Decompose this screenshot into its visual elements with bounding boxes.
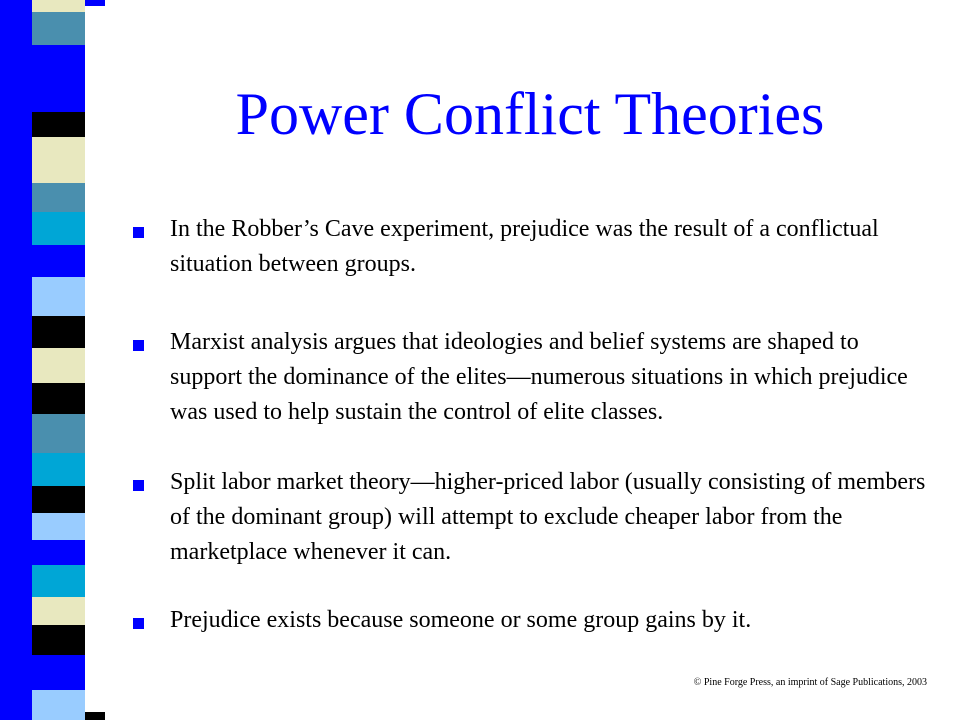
stripe-segment [32, 690, 85, 720]
copyright-footer: © Pine Forge Press, an imprint of Sage Publications, 2003 [693, 677, 927, 688]
stripe-segment [32, 45, 85, 112]
stripe-segment [32, 112, 85, 137]
bullet-text: Marxist analysis argues that ideologies and belief systems are shaped to support the dominance of the elites—numerous situations in which prejudice was used to help sustain the control of elite classes. [170, 329, 908, 425]
stripe-segment [0, 510, 32, 560]
square-bullet-icon [133, 227, 144, 238]
stripe-segment [0, 18, 32, 45]
stripe-segment [32, 0, 85, 12]
stripe-segment [32, 513, 85, 540]
stripe-segment [0, 105, 32, 160]
slide-title: Power Conflict Theories [235, 81, 825, 147]
square-bullet-icon [133, 340, 144, 351]
stripe-segment [0, 640, 32, 680]
stripe-segment [32, 348, 85, 383]
stripe-segment [85, 0, 105, 6]
bullet-text: In the Robber’s Cave experiment, prejudice was the result of a conflictual situation between groups. [170, 216, 879, 277]
stripe-segment [32, 414, 85, 453]
stripe-segment [0, 250, 32, 300]
stripe-segment [32, 655, 85, 690]
stripe-segment [32, 245, 85, 277]
stripe-segment [0, 300, 32, 340]
stripe-segment [32, 137, 85, 183]
stripe-segment [0, 160, 32, 200]
stripe-segment [0, 440, 32, 470]
stripe-segment [0, 470, 32, 510]
square-bullet-icon [133, 480, 144, 491]
bullet-text: Split labor market theory—higher-priced labor (usually consisting of members of the dominant group) will attempt to exclude cheaper labor from the marketplace whenever it can. [170, 469, 926, 565]
bullet-item [133, 325, 933, 430]
stripe-segment [0, 390, 32, 440]
stripe-segment [32, 540, 85, 565]
stripe-segment [32, 597, 85, 625]
stripe-segment [32, 277, 85, 316]
stripe-segment [32, 565, 85, 597]
bullet-item [133, 465, 933, 570]
stripe-segment [32, 625, 85, 655]
stripe-segment [0, 600, 32, 640]
stripe-segment [0, 45, 32, 105]
stripe-segment [32, 12, 85, 45]
stripe-segment [0, 680, 32, 720]
stripe-segment [0, 0, 32, 18]
decorative-stripe-bar [0, 0, 110, 720]
stripe-segment [32, 212, 85, 245]
square-bullet-icon [133, 618, 144, 629]
stripe-segment [85, 712, 105, 720]
bullet-item [133, 603, 933, 638]
bullet-text: Prejudice exists because someone or some group gains by it. [170, 607, 752, 633]
stripe-segment [32, 486, 85, 513]
stripe-bar-graphic [0, 0, 110, 720]
stripe-segment [32, 316, 85, 348]
bullet-item [133, 212, 933, 282]
stripe-segment [32, 453, 85, 486]
stripe-segment [0, 340, 32, 390]
stripe-segment [0, 200, 32, 250]
stripe-segment [32, 383, 85, 414]
stripe-segment [0, 560, 32, 600]
stripe-segment [32, 183, 85, 212]
